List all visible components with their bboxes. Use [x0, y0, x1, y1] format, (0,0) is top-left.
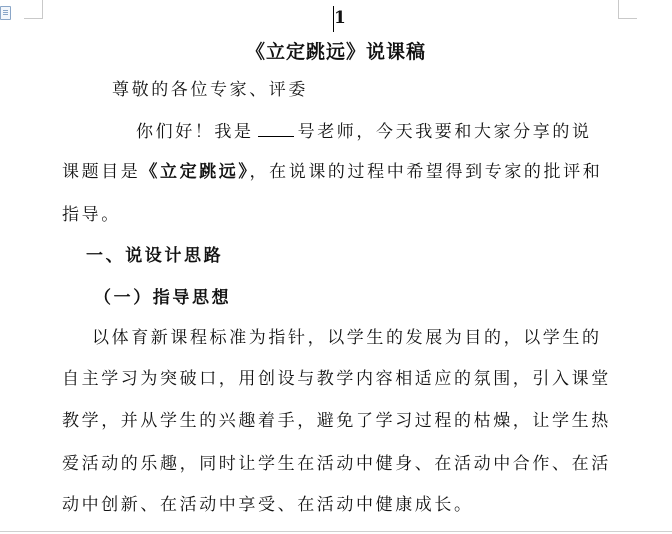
body-line[interactable]: 自主学习为突破口，用创设与教学内容相适应的氛围，引入课堂	[62, 369, 611, 389]
intro-line-3[interactable]: 指导。	[62, 205, 121, 225]
body-line[interactable]: 教学，并从学生的兴趣着手，避免了学习过程的枯燥，让学生热	[62, 411, 611, 431]
intro-suffix: ，在说课的过程中希望得到专家的批评和	[249, 162, 603, 182]
body-line[interactable]: 以体育新课程标准为指针，以学生的发展为目的，以学生的	[92, 328, 602, 348]
page-bottom-border	[0, 531, 672, 532]
body-line[interactable]: 爱活动的乐趣，同时让学生在活动中健身、在活动中合作、在活	[62, 454, 611, 474]
document-title[interactable]: 《立定跳远》说课稿	[245, 41, 426, 63]
intro-line-1[interactable]	[136, 117, 592, 142]
document-icon	[0, 6, 11, 20]
course-title-inline: 《立定跳远》	[140, 162, 250, 182]
section-heading-design-thinking[interactable]: 一、说设计思路	[86, 246, 224, 266]
page-number: 1	[334, 8, 346, 28]
intro-prefix: 课题目是	[62, 162, 141, 182]
margin-corner-mark-left	[24, 0, 43, 19]
fill-in-blank	[258, 122, 294, 137]
intro-text-before-blank: 你们好！我是	[136, 122, 254, 142]
salutation[interactable]: 尊敬的各位专家、评委	[112, 80, 308, 100]
subsection-heading-guiding-ideology[interactable]: （一）指导思想	[94, 288, 232, 308]
intro-text-after-blank: 号老师，今天我要和大家分享的说	[297, 122, 592, 142]
margin-corner-mark-right	[618, 0, 637, 19]
body-line[interactable]: 动中创新、在活动中享受、在活动中健康成长。	[62, 495, 474, 515]
intro-line-2[interactable]	[62, 157, 602, 182]
